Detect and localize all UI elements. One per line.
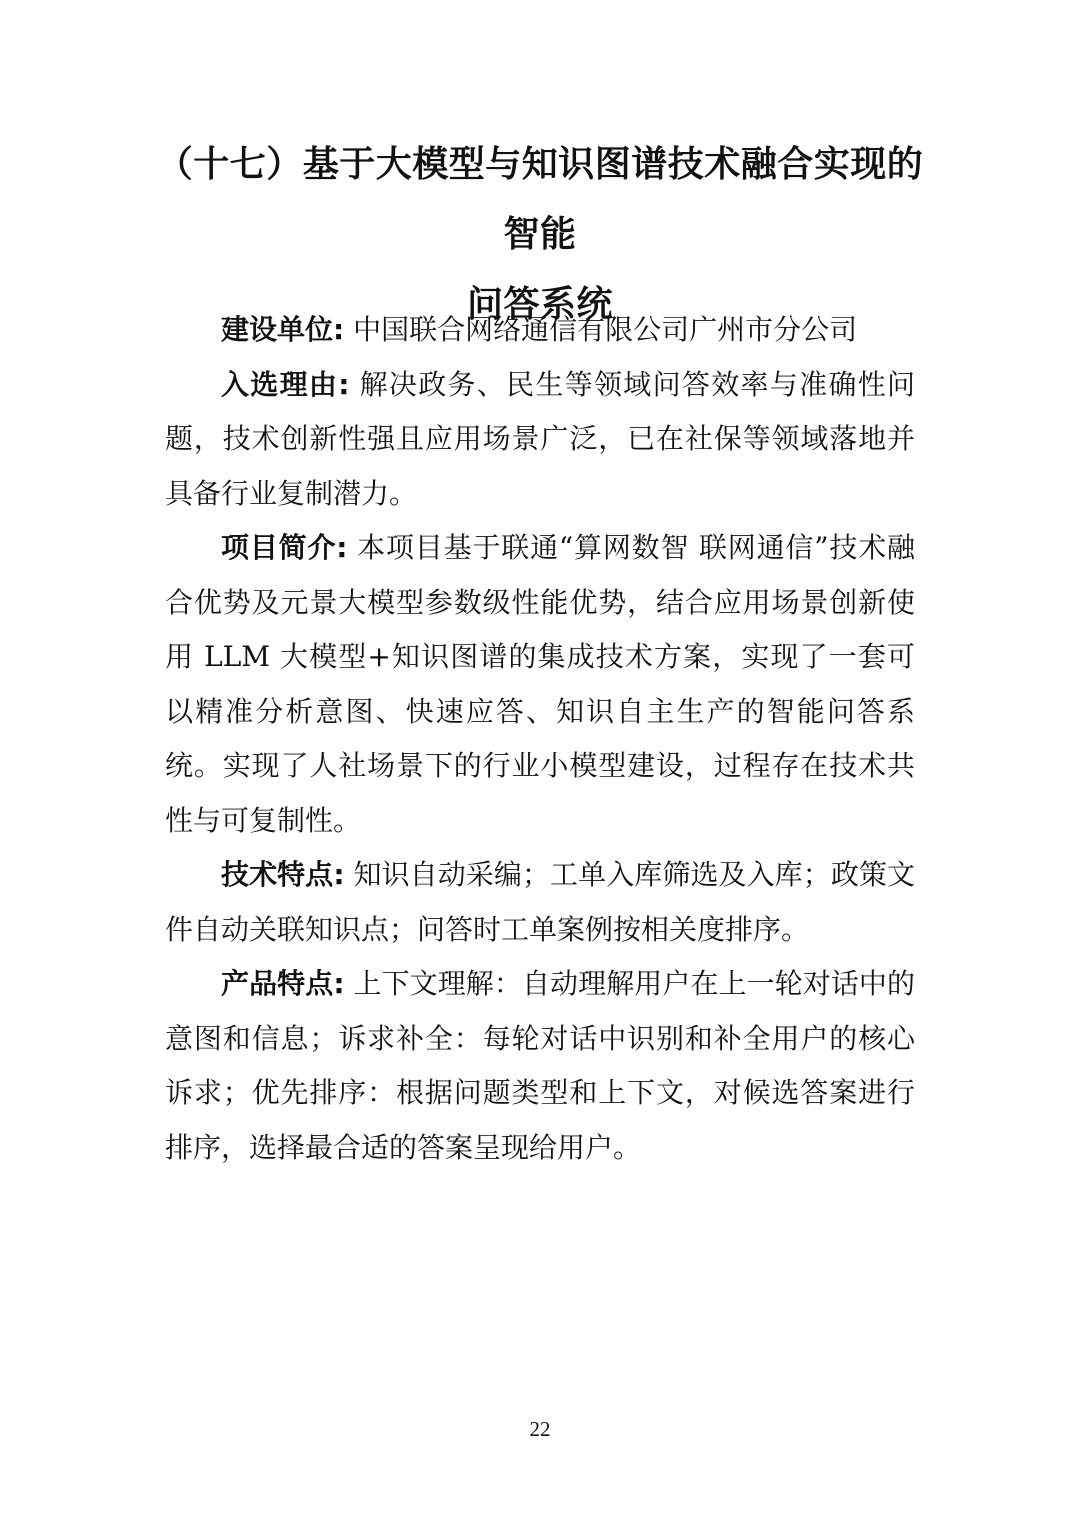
selection-reason-paragraph [165, 358, 915, 522]
selection-reason-label: 入选理由: [221, 367, 350, 401]
product-features-label: 产品特点: [221, 967, 345, 1000]
construction-unit-paragraph [165, 303, 915, 358]
tech-features-paragraph [165, 848, 915, 957]
selection-reason-text: 解决政务、民生等领域问答效率与准确性问题，技术创新性强且应用场景广泛，已在社保等领域落地并具备行业复制潜力。 [165, 367, 916, 510]
construction-unit-text: 中国联合网络通信有限公司广州市分公司 [344, 313, 858, 346]
title-line-1: （十七）基于大模型与知识图谱技术融合实现的智能 [156, 144, 924, 255]
project-intro-paragraph [165, 521, 915, 848]
construction-unit-label: 建设单位: [221, 313, 345, 346]
project-intro-text: 本项目基于联通“算网数智 联网通信”技术融合优势及元景大模型参数级性能优势，结合应用场景创新使用 LLM 大模型+知识图谱的集成技术方案，实现了一套可以精准分析意图、快速应答、知识自主生产的智能问答系统。实现了人社场景下的行业小模型建设，过程存在技术共性与可复制性。 [165, 531, 916, 837]
product-features-paragraph [165, 957, 915, 1175]
tech-features-text: 知识自动采编；工单入库筛选及入库；政策文件自动关联知识点；问答时工单案例按相关度排序。 [165, 858, 915, 946]
project-intro-label: 项目简介: [221, 531, 348, 564]
document-body [165, 303, 915, 1175]
title-line-2: 问答系统 [466, 284, 613, 325]
product-features-text: 上下文理解：自动理解用户在上一轮对话中的意图和信息；诉求补全：每轮对话中识别和补全用户的核心诉求；优先排序：根据问题类型和上下文，对候选答案进行排序，选择最合适的答案呈现给用户。 [165, 967, 915, 1164]
page-number: 22 [529, 1417, 551, 1441]
tech-features-label: 技术特点: [221, 858, 345, 891]
